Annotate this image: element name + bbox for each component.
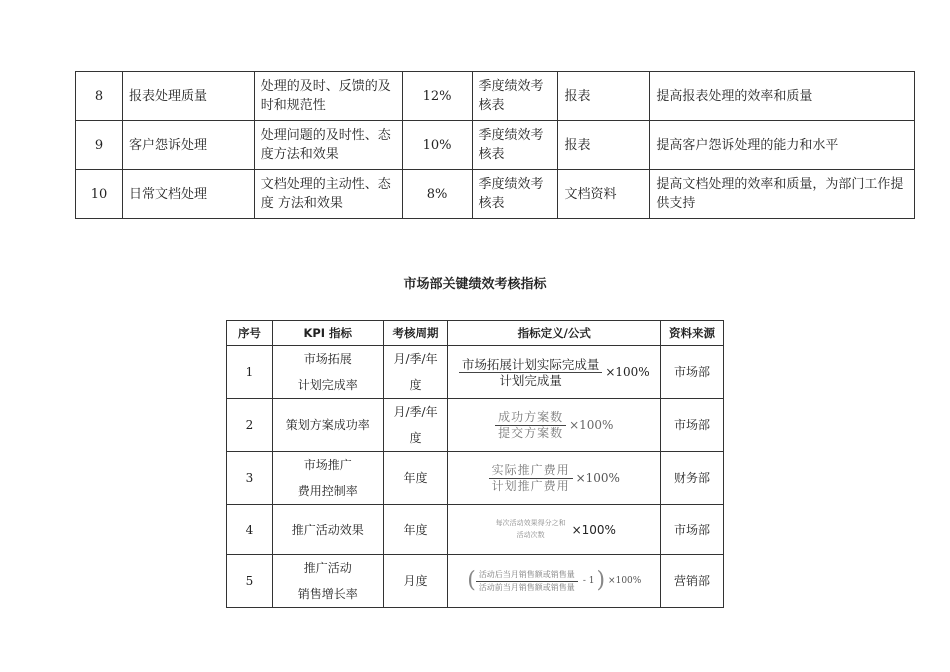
indicator-purpose: 提高文档处理的效率和质量，为部门工作提供支持 [650, 170, 915, 219]
formula-numerator: 每次活动效果得分之和 [495, 519, 566, 527]
formula [451, 357, 657, 388]
performance-table [75, 71, 915, 219]
kpi-number: 1 [227, 346, 273, 399]
kpi-source: 财务部 [661, 452, 724, 505]
formula-multiplier: ×100% [571, 522, 616, 537]
formula [451, 410, 657, 441]
indicator-period: 季度绩效考核表 [472, 170, 558, 219]
row-number: 9 [76, 121, 123, 170]
kpi-name [272, 555, 383, 608]
table-header-row [227, 321, 724, 346]
formula-fraction [493, 518, 569, 541]
table-row [227, 505, 724, 555]
kpi-period: 年度 [383, 452, 448, 505]
table-row [76, 72, 915, 121]
kpi-name-line: 市场推广 [303, 458, 352, 472]
indicator-weight: 12% [402, 72, 472, 121]
kpi-name-line: 推广活动 [303, 561, 352, 575]
kpi-period-line: 度 [409, 378, 422, 392]
formula-numerator: 活动后当月销售额或销售量 [476, 569, 578, 582]
indicator-purpose: 提高客户怨诉处理的能力和水平 [650, 121, 915, 170]
formula-numerator: 成功方案数 [495, 410, 566, 426]
kpi-period [383, 399, 448, 452]
indicator-source: 文档资料 [558, 170, 650, 219]
formula-fraction [495, 410, 566, 441]
formula-denominator: 计划推广费用 [491, 478, 570, 493]
indicator-name: 日常文档处理 [122, 170, 254, 219]
formula-denominator: 计划完成量 [499, 372, 562, 388]
indicator-content: 处理问题的及时性、态度方法和效果 [254, 121, 402, 170]
formula [451, 517, 657, 543]
formula-denominator: 活动次数 [516, 531, 545, 539]
kpi-source: 市场部 [661, 346, 724, 399]
table-row [227, 555, 724, 608]
indicator-source: 报表 [558, 72, 650, 121]
kpi-formula [448, 555, 661, 608]
kpi-number: 4 [227, 505, 273, 555]
kpi-source: 营销部 [661, 555, 724, 608]
formula-multiplier: ×100% [569, 418, 614, 432]
formula-minus: - 1 [582, 576, 595, 586]
formula-multiplier: ×100% [608, 576, 642, 586]
kpi-name-line: 费用控制率 [297, 484, 358, 498]
formula-multiplier: ×100% [575, 471, 620, 485]
indicator-content: 处理的及时、反馈的及时和规范性 [254, 72, 402, 121]
kpi-name-line: 市场拓展 [303, 352, 352, 366]
header-source: 资料来源 [661, 321, 724, 346]
left-paren-icon: ( [467, 568, 476, 593]
kpi-formula [448, 399, 661, 452]
formula [451, 463, 657, 494]
kpi-period [383, 346, 448, 399]
header-period: 考核周期 [383, 321, 448, 346]
formula-fraction [459, 357, 603, 388]
kpi-name: 推广活动效果 [272, 505, 383, 555]
kpi-source: 市场部 [661, 399, 724, 452]
kpi-number: 2 [227, 399, 273, 452]
kpi-period: 年度 [383, 505, 448, 555]
kpi-name-line: 销售增长率 [297, 587, 358, 601]
header-formula: 指标定义/公式 [448, 321, 661, 346]
kpi-table-title: 市场部关键绩效考核指标 [403, 277, 547, 292]
kpi-name [272, 346, 383, 399]
formula-numerator: 实际推广费用 [489, 463, 573, 479]
indicator-weight: 8% [402, 170, 472, 219]
formula-fraction [489, 463, 573, 494]
formula [451, 568, 657, 594]
kpi-name [272, 452, 383, 505]
indicator-period: 季度绩效考核表 [472, 121, 558, 170]
formula-denominator: 提交方案数 [498, 425, 564, 440]
kpi-source: 市场部 [661, 505, 724, 555]
kpi-formula [448, 346, 661, 399]
kpi-number: 5 [227, 555, 273, 608]
indicator-period: 季度绩效考核表 [472, 72, 558, 121]
formula-fraction [476, 569, 578, 594]
kpi-period: 月度 [383, 555, 448, 608]
table-row [76, 121, 915, 170]
kpi-period-line: 度 [409, 431, 422, 445]
kpi-name: 策划方案成功率 [272, 399, 383, 452]
kpi-period-line: 月/季/年 [393, 352, 438, 366]
kpi-table [226, 320, 724, 608]
row-number: 10 [76, 170, 123, 219]
kpi-number: 3 [227, 452, 273, 505]
indicator-weight: 10% [402, 121, 472, 170]
kpi-formula [448, 505, 661, 555]
indicator-purpose: 提高报表处理的效率和质量 [650, 72, 915, 121]
indicator-source: 报表 [558, 121, 650, 170]
header-no: 序号 [227, 321, 273, 346]
indicator-content: 文档处理的主动性、态度 方法和效果 [254, 170, 402, 219]
kpi-formula [448, 452, 661, 505]
header-kpi: KPI 指标 [272, 321, 383, 346]
kpi-name-line: 计划完成率 [297, 378, 358, 392]
formula-multiplier: ×100% [605, 365, 650, 379]
formula-denominator: 活动前当月销售额或销售量 [478, 582, 575, 592]
row-number: 8 [76, 72, 123, 121]
kpi-period-line: 月/季/年 [393, 405, 438, 419]
table-row [76, 170, 915, 219]
indicator-name: 报表处理质量 [122, 72, 254, 121]
indicator-name: 客户怨诉处理 [122, 121, 254, 170]
table-row [227, 346, 724, 399]
table-row [227, 452, 724, 505]
table-row [227, 399, 724, 452]
formula-numerator: 市场拓展计划实际完成量 [459, 357, 603, 373]
right-paren-icon: ) [596, 568, 606, 593]
